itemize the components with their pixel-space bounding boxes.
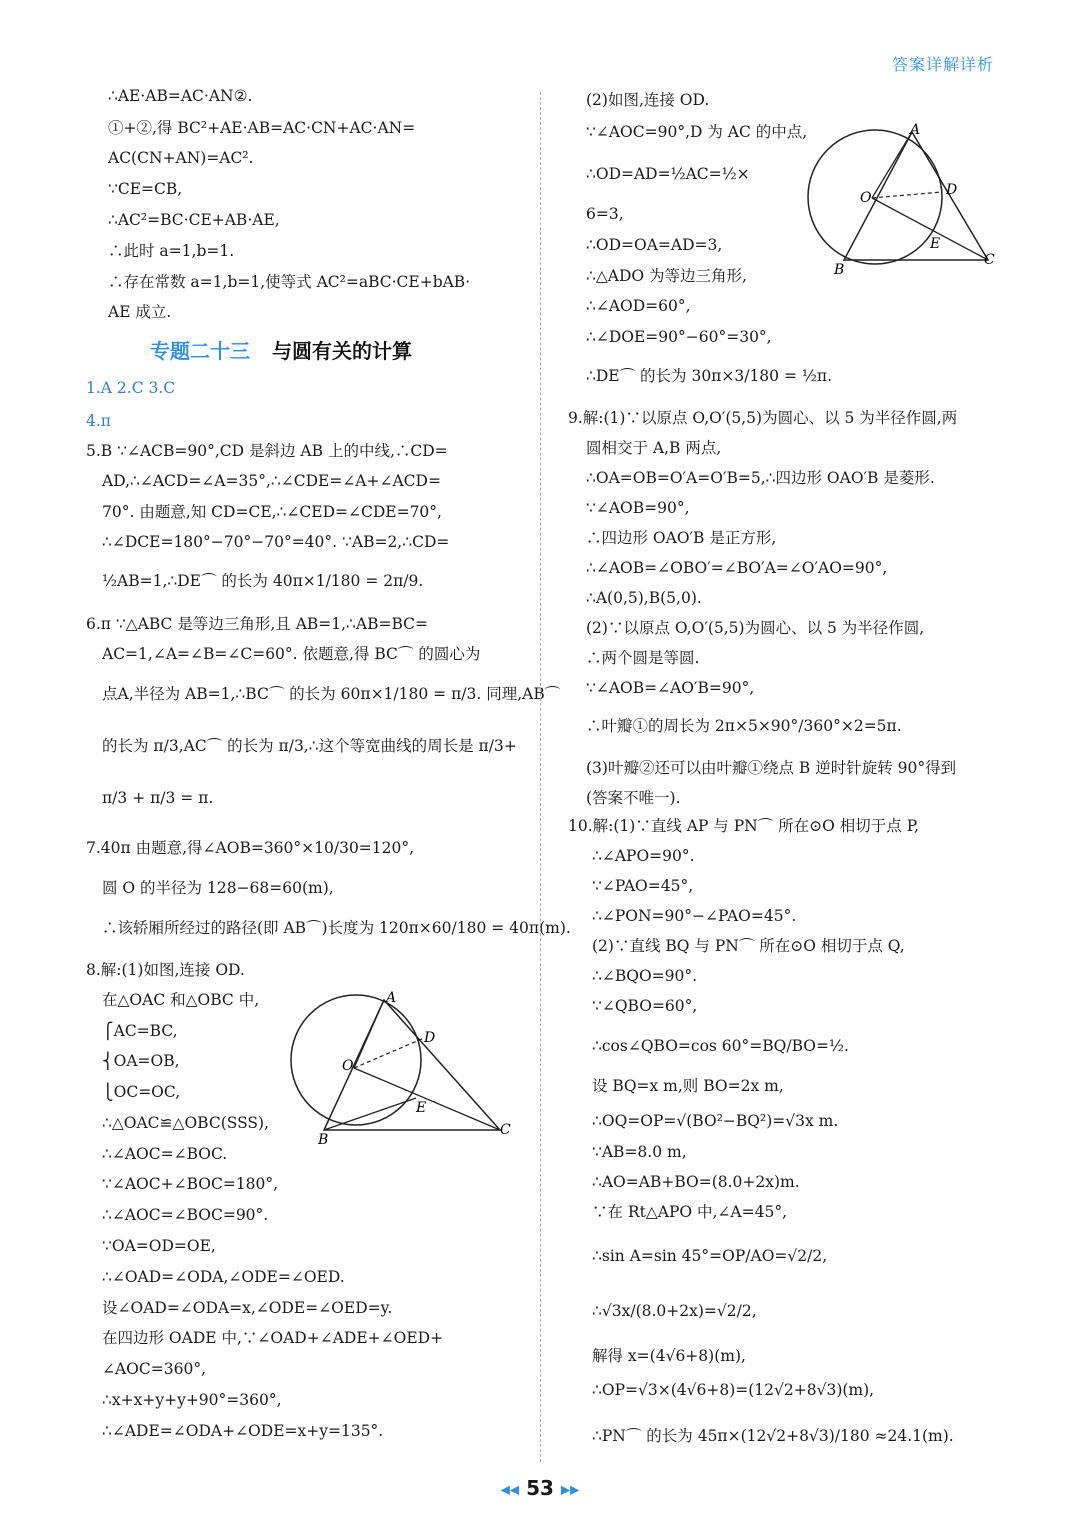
text-line: ∴∠AOD=60°, (586, 297, 691, 315)
figure-line-oc (354, 1068, 500, 1130)
text-line: AD,∴∠ACD=∠A=35°,∴∠CDE=∠A+∠ACD= (102, 472, 441, 490)
text-line: π/3 + π/3 = π. (102, 789, 214, 807)
label-c: C (984, 252, 995, 268)
text-line: ∴△OAC≌△OBC(SSS), (102, 1114, 270, 1132)
text-line: (2)如图,连接 OD. (586, 91, 710, 109)
text-line: 70°. 由题意,知 CD=CE,∴∠CED=∠CDE=70°, (102, 503, 442, 521)
figure-line-oa (872, 132, 912, 198)
text-line: ∴∠ADE=∠ODA+∠ODE=x+y=135°. (102, 1422, 384, 1440)
text-line: ⎩OC=OC, (102, 1083, 181, 1101)
text-line: ∠AOC=360°, (102, 1360, 206, 1378)
label-a: A (386, 990, 397, 1006)
text-line: ∵CE=CB, (108, 180, 183, 198)
label-o: O (860, 190, 872, 206)
text-line: ∴OD=AD=½AC=½× (586, 165, 750, 183)
text-line: ½AB=1,∴DE⌒ 的长为 40π×1/180 = 2π/9. (102, 572, 424, 590)
text-line: ∵∠QBO=60°, (592, 997, 698, 1015)
figure-line-be (324, 1098, 416, 1130)
section-number: 专题二十三 (150, 339, 250, 363)
text-line: ∵∠AOC+∠BOC=180°, (102, 1175, 279, 1193)
text-line: ∴∠BQO=90°. (592, 967, 698, 985)
label-b: B (318, 1132, 329, 1148)
text-line: 点A,半径为 AB=1,∴BC⌒ 的长为 60π×1/180 = π/3. 同理,AB⌒ (102, 685, 561, 703)
text-line: 在△OAC 和△OBC 中, (102, 991, 260, 1009)
label-d: D (946, 182, 958, 198)
header-title: 答案详解详析 (891, 55, 994, 74)
text-line: ∵∠AOB=∠AO′B=90°, (586, 679, 755, 697)
text-line: 圆 O 的半径为 128−68=60(m), (102, 879, 334, 897)
text-line: ∴A(0,5),B(5,0). (586, 589, 702, 607)
text-line: 6=3, (586, 205, 624, 223)
text-line: ∴存在常数 a=1,b=1,使等式 AC²=aBC·CE+bAB· (108, 273, 471, 291)
figure-line-od (872, 192, 942, 198)
text-line: 设 BQ=x m,则 BO=2x m, (592, 1077, 784, 1095)
section-title: 与圆有关的计算 (272, 339, 412, 363)
text-line: ∴OA=OB=O′A=O′B=5,∴四边形 OAO′B 是菱形. (586, 469, 935, 487)
text-line: ∴PN⌒ 的长为 45π×(12√2+8√3)/180 ≈24.1(m). (592, 1427, 954, 1445)
text-line: ∴sin A=sin 45°=OP/AO=√2/2, (592, 1247, 828, 1265)
text-line: ∴四边形 OAO′B 是正方形, (586, 529, 777, 547)
text-line: ∴∠DCE=180°−70°−70°=40°. ∵AB=2,∴CD= (102, 533, 450, 551)
label-c: C (500, 1122, 511, 1138)
text-line: ∴∠AOB=∠OBO′=∠BO′A=∠O′AO=90°, (586, 559, 888, 577)
column-divider (540, 92, 541, 1462)
label-e: E (930, 236, 941, 252)
text-line: AC(CN+AN)=AC². (108, 149, 254, 167)
figure-problem-8 (286, 990, 526, 1150)
text-line: 7.40π 由题意,得∠AOB=360°×10/30=120°, (86, 839, 415, 857)
label-b: B (834, 262, 845, 278)
text-line: 6.π ∵△ABC 是等边三角形,且 AB=1,∴AB=BC= (86, 615, 429, 633)
text-line: ∵∠AOB=90°, (586, 499, 690, 517)
text-line: ∴OD=OA=AD=3, (586, 236, 723, 254)
text-line: ∴AC²=BC·CE+AB·AE, (108, 211, 280, 229)
text-line: ∴∠OAD=∠ODA,∠ODE=∠OED. (102, 1268, 345, 1286)
page-number-value: 53 (526, 1476, 554, 1500)
text-line: ⎧AC=BC, (102, 1022, 178, 1040)
text-line: 10.解:(1)∵直线 AP 与 PN⌒ 所在⊙O 相切于点 P, (568, 817, 919, 835)
text-line: 4.π (86, 412, 111, 430)
section-heading (150, 335, 412, 364)
text-line: ∴OQ=OP=√(BO²−BQ²)=√3x m. (592, 1112, 839, 1130)
text-line: 9.解:(1)∵以原点 O,O′(5,5)为圆心、以 5 为半径作圆,两 (568, 409, 958, 427)
text-line: 解得 x=(4√6+8)(m), (592, 1347, 746, 1365)
text-line: ∴叶瓣①的周长为 2π×5×90°/360°×2=5π. (586, 717, 902, 735)
text-line: AE 成立. (108, 303, 172, 321)
text-line: (答案不唯一). (586, 789, 681, 807)
text-line: ∵在 Rt△APO 中,∠A=45°, (592, 1203, 787, 1221)
label-d: D (424, 1030, 436, 1046)
text-line: 的长为 π/3,AC⌒ 的长为 π/3,∴这个等宽曲线的周长是 π/3+ (102, 737, 517, 755)
label-e: E (416, 1100, 427, 1116)
text-line: ∴OP=√3×(4√6+8)=(12√2+8√3)(m), (592, 1381, 875, 1399)
text-line: ∴√3x/(8.0+2x)=√2/2, (592, 1302, 757, 1320)
text-line: 设∠OAD=∠ODA=x,∠ODE=∠OED=y. (102, 1299, 393, 1317)
text-line: ⎨OA=OB, (102, 1052, 180, 1070)
next-arrows-icon: ▶▶ (560, 1482, 580, 1497)
text-line: 在四边形 OADE 中,∵∠OAD+∠ADE+∠OED+ (102, 1329, 444, 1347)
text-line: ∵OA=OD=OE, (102, 1237, 216, 1255)
text-line: ∴该轿厢所经过的路径(即 AB⌒)长度为 120π×60/180 = 40π(m). (102, 919, 571, 937)
text-line: ∵∠PAO=45°, (592, 877, 694, 895)
text-line: ∵∠AOC=90°,D 为 AC 的中点, (586, 123, 808, 141)
label-a: A (910, 122, 921, 138)
text-line: ∴此时 a=1,b=1. (108, 242, 235, 260)
text-line: ∵AB=8.0 m, (592, 1143, 687, 1161)
text-line: ∴cos∠QBO=cos 60°=BQ/BO=½. (592, 1037, 849, 1055)
text-line: ∴△ADO 为等边三角形, (586, 267, 747, 285)
text-line: 5.B ∵∠ACB=90°,CD 是斜边 AB 上的中线,∴CD= (86, 442, 448, 460)
text-line: ∴DE⌒ 的长为 30π×3/180 = ½π. (586, 367, 833, 385)
text-line: AC=1,∠A=∠B=∠C=60°. 依题意,得 BC⌒ 的圆心为 (102, 645, 481, 663)
text-line: ∴AO=AB+BO=(8.0+2x)m. (592, 1173, 800, 1191)
text-line: ∴∠AOC=∠BOC=90°. (102, 1206, 269, 1224)
text-line: (2)∵以原点 O,O′(5,5)为圆心、以 5 为半径作圆, (586, 619, 925, 637)
text-line: 圆相交于 A,B 两点, (586, 439, 722, 457)
prev-arrows-icon: ◀◀ (500, 1482, 520, 1497)
text-line: ∴x+x+y+y+90°=360°, (102, 1391, 282, 1409)
text-line: (2)∵直线 BQ 与 PN⌒ 所在⊙O 相切于点 Q, (592, 937, 905, 955)
text-line: ∴∠PON=90°−∠PAO=45°. (592, 907, 797, 925)
label-o: O (342, 1058, 354, 1074)
text-line: ∴两个圆是等圆. (586, 649, 700, 667)
page-number (0, 1476, 1080, 1500)
text-line: (3)叶瓣②还可以由叶瓣①绕点 B 逆时针旋转 90°得到 (586, 759, 957, 777)
text-line: ∴AE·AB=AC·AN②. (108, 87, 253, 105)
text-line: ∴∠APO=90°. (592, 847, 695, 865)
text-line: 8.解:(1)如图,连接 OD. (86, 961, 245, 979)
figure-line-oa (354, 1000, 384, 1068)
text-line: 1.A 2.C 3.C (86, 379, 176, 397)
text-line: ∴∠AOC=∠BOC. (102, 1145, 228, 1163)
text-line: ①+②,得 BC²+AE·AB=AC·CN+AC·AN= (108, 119, 416, 137)
figure-problem-8-2 (800, 122, 1000, 282)
text-line: ∴∠DOE=90°−60°=30°, (586, 328, 772, 346)
